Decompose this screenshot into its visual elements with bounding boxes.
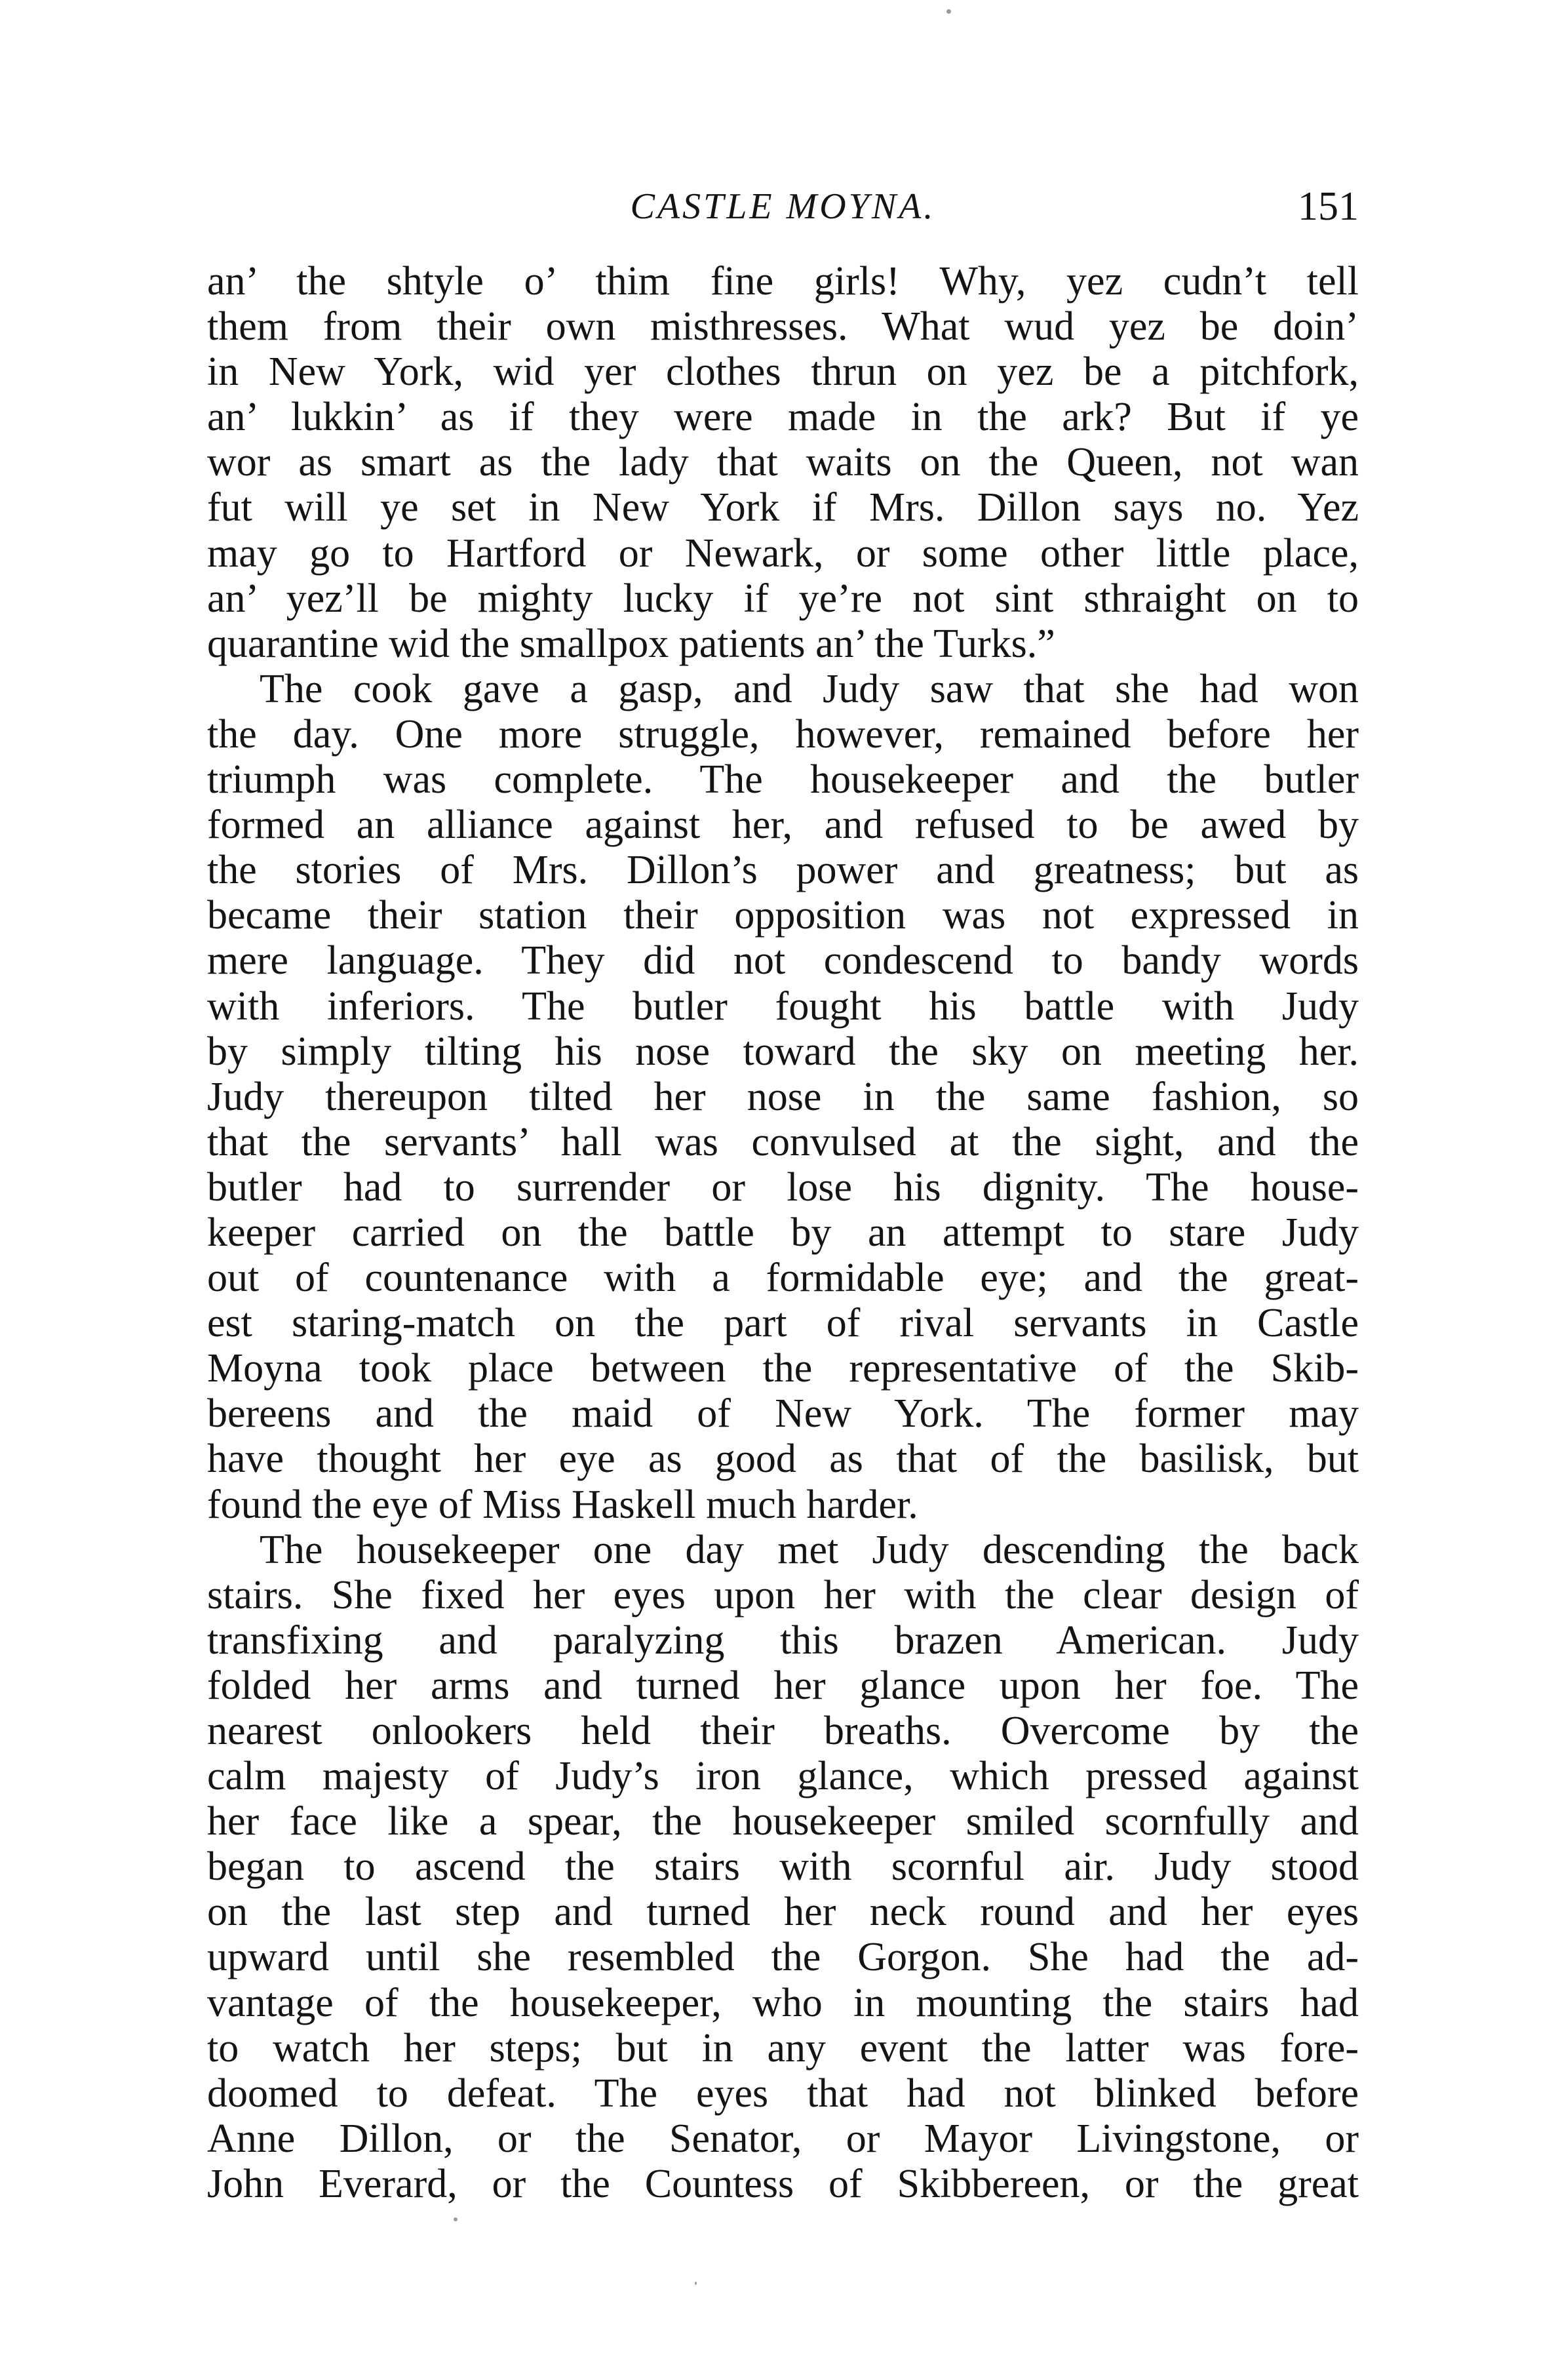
paper-speck: [695, 2282, 697, 2285]
text-line: fut will ye set in New York if Mrs. Dillon says no. Yez: [207, 485, 1359, 530]
paragraph-first-line: The cook gave a gasp, and Judy saw that she had won: [260, 666, 1359, 711]
text-line: Anne Dillon, or the Senator, or Mayor Livingstone, or: [207, 2116, 1359, 2161]
text-line: an’ lukkin’ as if they were made in the ark? But if ye: [207, 395, 1359, 440]
text-line: upward until she resembled the Gorgon. She had the ad-: [207, 1935, 1359, 1980]
text-line: stairs. She fixed her eyes upon her with the clear design of: [207, 1572, 1359, 1617]
text-line: butler had to surrender or lose his dignity. The house-: [207, 1164, 1359, 1210]
text-line: by simply tilting his nose toward the sky on meeting her.: [207, 1029, 1359, 1074]
text-line: nearest onlookers held their breaths. Overcome by the: [207, 1709, 1359, 1753]
text-line: John Everard, or the Countess of Skibbereen, or the great: [207, 2161, 1359, 2206]
text-line: the stories of Mrs. Dillon’s power and greatness; but as: [207, 848, 1359, 893]
text-line: keeper carried on the battle by an attempt to stare Judy: [207, 1210, 1359, 1255]
text-line: may go to Hartford or Newark, or some other little place,: [207, 530, 1359, 576]
text-line: wor as smart as the lady that waits on the Queen, not wan: [207, 440, 1359, 485]
text-line: in New York, wid yer clothes thrun on yez be a pitchfork,: [207, 349, 1359, 395]
text-line: that the servants’ hall was convulsed at the sight, and the: [207, 1119, 1359, 1164]
page-number: 151: [1298, 184, 1359, 229]
text-line: est staring-match on the part of rival servants in Castle: [207, 1301, 1359, 1346]
text-line: triumph was complete. The housekeeper and the butler: [207, 757, 1359, 803]
text-line: became their station their opposition was not expressed in: [207, 893, 1359, 938]
text-line: to watch her steps; but in any event the latter was fore-: [207, 2025, 1359, 2071]
paragraph-first-line: The housekeeper one day met Judy descending the back: [260, 1527, 1359, 1572]
text-line: out of countenance with a formidable eye; and the great-: [207, 1256, 1359, 1301]
text-line: calm majesty of Judy’s iron glance, which pressed against: [207, 1754, 1359, 1799]
text-line: vantage of the housekeeper, who in mounting the stairs had: [207, 1980, 1359, 2025]
body-text: [207, 259, 1359, 2207]
text-line: an’ the shtyle o’ thim fine girls! Why, yez cudn’t tell: [207, 259, 1359, 304]
text-line: mere language. They did not condescend to bandy words: [207, 938, 1359, 983]
running-head: [207, 177, 1359, 236]
text-line: bereens and the maid of New York. The former may: [207, 1391, 1359, 1437]
text-line: with inferiors. The butler fought his battle with Judy: [207, 983, 1359, 1029]
paper-speck: [454, 2217, 458, 2221]
text-line: have thought her eye as good as that of the basilisk, but: [207, 1437, 1359, 1482]
text-line: on the last step and turned her neck round and her eyes: [207, 1890, 1359, 1935]
text-line: her face like a spear, the housekeeper smiled scornfully and: [207, 1799, 1359, 1844]
text-line: found the eye of Miss Haskell much harder.: [207, 1482, 918, 1527]
text-line: Moyna took place between the representative of the Skib-: [207, 1346, 1359, 1391]
text-line: doomed to defeat. The eyes that had not blinked before: [207, 2071, 1359, 2116]
running-title: CASTLE MOYNA.: [630, 186, 936, 227]
text-line: an’ yez’ll be mighty lucky if ye’re not sint sthraight on to: [207, 576, 1359, 621]
paper-speck: [946, 9, 951, 14]
text-line: them from their own misthresses. What wud yez be doin’: [207, 304, 1359, 349]
text-line: transfixing and paralyzing this brazen American. Judy: [207, 1617, 1359, 1663]
text-line: formed an alliance against her, and refused to be awed by: [207, 803, 1359, 848]
text-line: folded her arms and turned her glance upon her foe. The: [207, 1663, 1359, 1708]
text-line: began to ascend the stairs with scornful air. Judy stood: [207, 1844, 1359, 1890]
text-line: quarantine wid the smallpox patients an’ the Turks.”: [207, 621, 1055, 666]
text-line: the day. One more struggle, however, remained before her: [207, 711, 1359, 757]
text-line: Judy thereupon tilted her nose in the same fashion, so: [207, 1074, 1359, 1119]
